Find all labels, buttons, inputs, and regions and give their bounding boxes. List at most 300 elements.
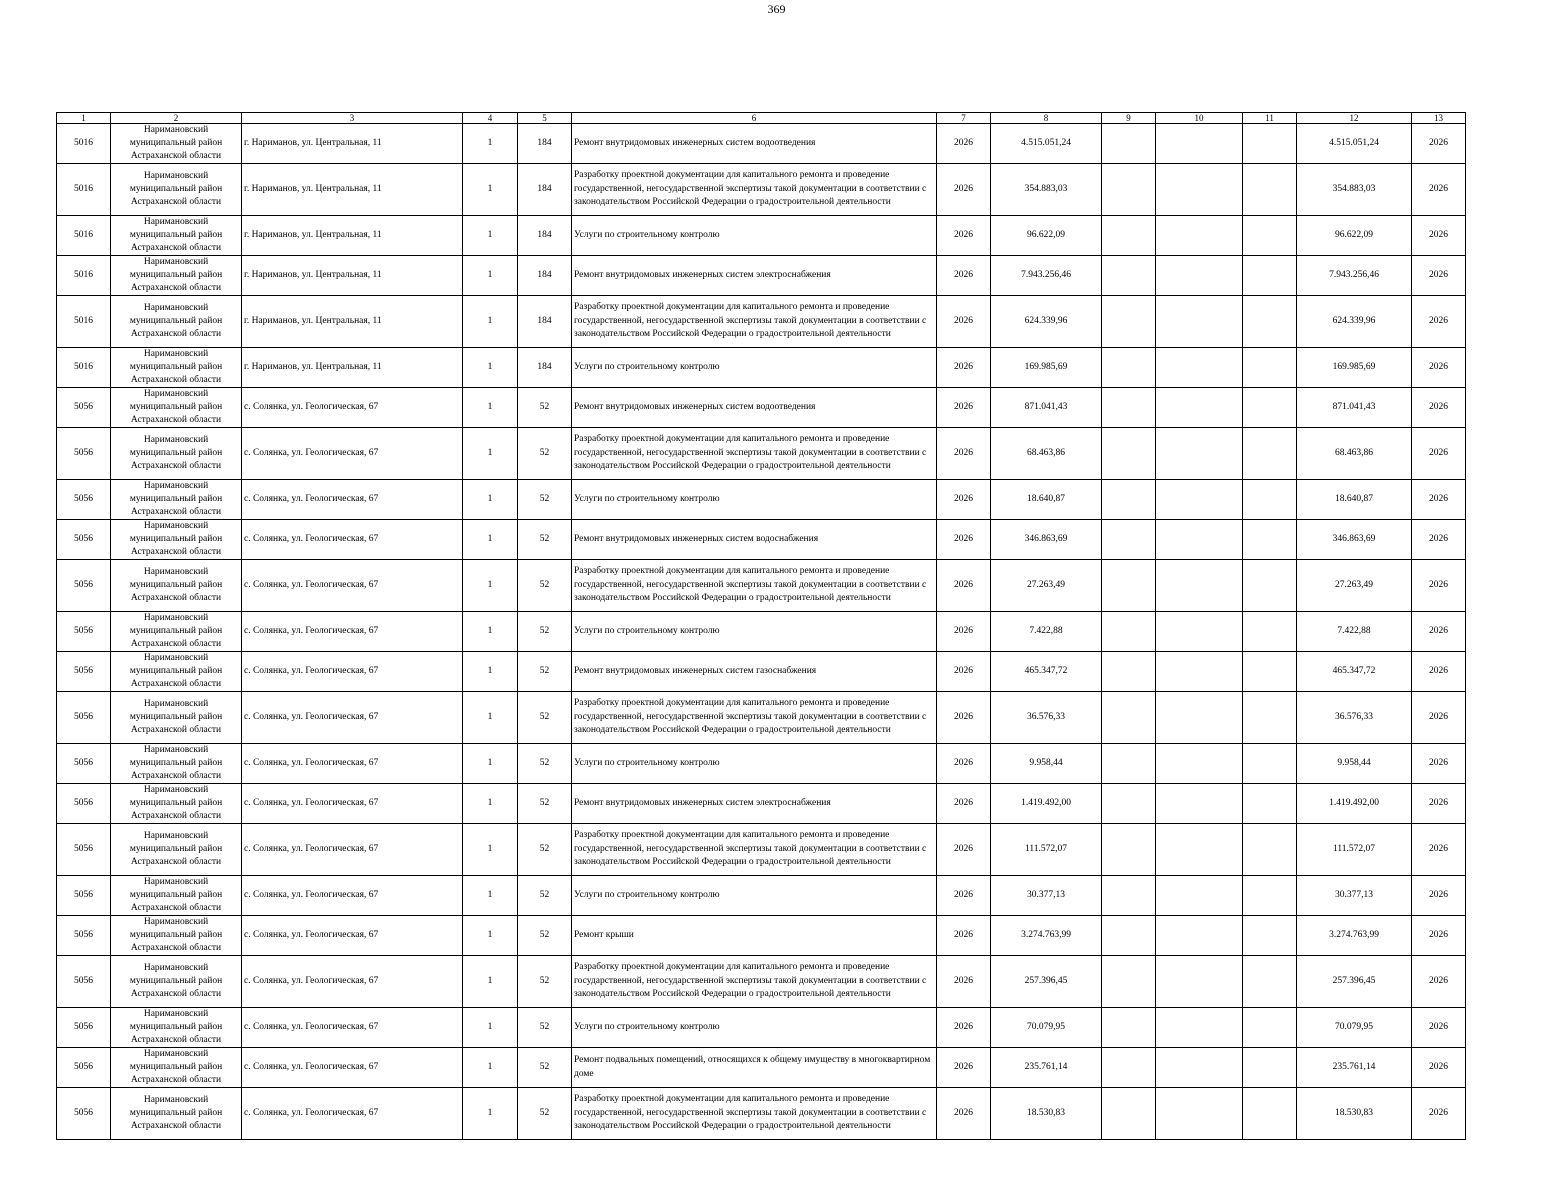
total-cell: 96.622,09 <box>1297 216 1412 256</box>
municipality-line: Астраханской области <box>130 1121 222 1131</box>
amount-cell: 9.958,44 <box>991 744 1102 784</box>
end-year-cell: 2026 <box>1412 744 1466 784</box>
end-year-cell: 2026 <box>1412 956 1466 1008</box>
area-cell: 52 <box>518 1048 572 1088</box>
column-9-cell <box>1102 876 1156 916</box>
municipality-line: муниципальный район <box>129 534 223 544</box>
municipality-line: Наримановский <box>143 1049 209 1059</box>
entrances-cell: 1 <box>463 296 518 348</box>
work-type-cell: Услуги по строительному контролю <box>572 216 937 256</box>
column-header: 4 <box>463 113 518 124</box>
column-11-cell <box>1243 1008 1297 1048</box>
column-11-cell <box>1243 216 1297 256</box>
total-cell: 235.761,14 <box>1297 1048 1412 1088</box>
address-cell: с. Солянка, ул. Геологическая, 67 <box>242 1048 463 1088</box>
area-cell: 184 <box>518 296 572 348</box>
table-row <box>57 348 1466 388</box>
year-cell: 2026 <box>937 1088 991 1140</box>
total-cell: 4.515.051,24 <box>1297 124 1412 164</box>
column-11-cell <box>1243 692 1297 744</box>
table-row <box>57 480 1466 520</box>
column-11-cell <box>1243 520 1297 560</box>
column-9-cell <box>1102 956 1156 1008</box>
table-row <box>57 164 1466 216</box>
column-11-cell <box>1243 1088 1297 1140</box>
column-number-row <box>57 113 1466 124</box>
year-cell: 2026 <box>937 164 991 216</box>
work-type-cell: Разработку проектной документации для капитального ремонта и проведение государственной, негосударственной экспертизы такой документации в соответствии с законодательством Российской Федерации о градостроительной деятельности <box>572 692 937 744</box>
column-10-cell <box>1156 216 1243 256</box>
municipality-line: Наримановский <box>143 1009 209 1019</box>
total-cell: 3.274.763,99 <box>1297 916 1412 956</box>
entrances-cell: 1 <box>463 164 518 216</box>
table-row <box>57 388 1466 428</box>
end-year-cell: 2026 <box>1412 480 1466 520</box>
total-cell: 465.347,72 <box>1297 652 1412 692</box>
municipality-line: муниципальный район <box>129 666 223 676</box>
municipality-line: муниципальный район <box>129 448 223 458</box>
municipality-line: Наримановский <box>143 567 209 577</box>
end-year-cell: 2026 <box>1412 124 1466 164</box>
entrances-cell: 1 <box>463 256 518 296</box>
amount-cell: 96.622,09 <box>991 216 1102 256</box>
municipality-cell <box>111 520 242 560</box>
column-11-cell <box>1243 612 1297 652</box>
address-cell: с. Солянка, ул. Геологическая, 67 <box>242 480 463 520</box>
object-id-cell: 5056 <box>57 480 111 520</box>
amount-cell: 169.985,69 <box>991 348 1102 388</box>
column-header: 9 <box>1102 113 1156 124</box>
work-type-cell: Услуги по строительному контролю <box>572 876 937 916</box>
object-id-cell: 5016 <box>57 296 111 348</box>
municipality-cell <box>111 164 242 216</box>
area-cell: 184 <box>518 124 572 164</box>
amount-cell: 7.943.256,46 <box>991 256 1102 296</box>
area-cell: 52 <box>518 520 572 560</box>
column-10-cell <box>1156 348 1243 388</box>
area-cell: 52 <box>518 1088 572 1140</box>
area-cell: 52 <box>518 744 572 784</box>
amount-cell: 18.530,83 <box>991 1088 1102 1140</box>
year-cell: 2026 <box>937 348 991 388</box>
end-year-cell: 2026 <box>1412 560 1466 612</box>
entrances-cell: 1 <box>463 916 518 956</box>
municipality-line: Наримановский <box>143 217 209 227</box>
total-cell: 70.079,95 <box>1297 1008 1412 1048</box>
object-id-cell: 5016 <box>57 348 111 388</box>
table-row <box>57 256 1466 296</box>
column-11-cell <box>1243 1048 1297 1088</box>
amount-cell: 235.761,14 <box>991 1048 1102 1088</box>
municipality-cell <box>111 348 242 388</box>
municipality-cell <box>111 256 242 296</box>
year-cell: 2026 <box>937 692 991 744</box>
total-cell: 346.863,69 <box>1297 520 1412 560</box>
municipality-line: Астраханской области <box>130 725 222 735</box>
entrances-cell: 1 <box>463 652 518 692</box>
object-id-cell: 5056 <box>57 388 111 428</box>
amount-cell: 3.274.763,99 <box>991 916 1102 956</box>
amount-cell: 36.576,33 <box>991 692 1102 744</box>
municipality-line: Наримановский <box>143 745 209 755</box>
table-row <box>57 876 1466 916</box>
municipality-line: муниципальный район <box>129 976 223 986</box>
municipality-line: муниципальный район <box>129 402 223 412</box>
column-10-cell <box>1156 692 1243 744</box>
amount-cell: 257.396,45 <box>991 956 1102 1008</box>
end-year-cell: 2026 <box>1412 348 1466 388</box>
end-year-cell: 2026 <box>1412 1048 1466 1088</box>
column-11-cell <box>1243 480 1297 520</box>
object-id-cell: 5056 <box>57 560 111 612</box>
column-9-cell <box>1102 784 1156 824</box>
entrances-cell: 1 <box>463 692 518 744</box>
column-11-cell <box>1243 124 1297 164</box>
area-cell: 52 <box>518 652 572 692</box>
column-header: 3 <box>242 113 463 124</box>
municipality-cell <box>111 1088 242 1140</box>
work-type-cell: Услуги по строительному контролю <box>572 1008 937 1048</box>
municipality-line: Наримановский <box>143 653 209 663</box>
column-header: 12 <box>1297 113 1412 124</box>
object-id-cell: 5056 <box>57 876 111 916</box>
municipality-line: Наримановский <box>143 877 209 887</box>
municipality-line: Наримановский <box>143 125 209 135</box>
municipality-line: Астраханской области <box>130 415 222 425</box>
municipality-line: Астраханской области <box>130 329 222 339</box>
municipality-line: Наримановский <box>143 963 209 973</box>
municipality-cell <box>111 824 242 876</box>
entrances-cell: 1 <box>463 1088 518 1140</box>
column-10-cell <box>1156 916 1243 956</box>
column-11-cell <box>1243 876 1297 916</box>
total-cell: 257.396,45 <box>1297 956 1412 1008</box>
municipality-line: Астраханской области <box>130 283 222 293</box>
municipality-line: Астраханской области <box>130 639 222 649</box>
municipality-line: муниципальный район <box>129 758 223 768</box>
column-11-cell <box>1243 824 1297 876</box>
municipality-line: Наримановский <box>143 785 209 795</box>
address-cell: г. Нариманов, ул. Центральная, 11 <box>242 164 463 216</box>
object-id-cell: 5056 <box>57 784 111 824</box>
year-cell: 2026 <box>937 956 991 1008</box>
column-9-cell <box>1102 652 1156 692</box>
work-type-cell: Ремонт внутридомовых инженерных систем водоотведения <box>572 388 937 428</box>
year-cell: 2026 <box>937 876 991 916</box>
municipality-line: Астраханской области <box>130 1035 222 1045</box>
entrances-cell: 1 <box>463 348 518 388</box>
column-10-cell <box>1156 480 1243 520</box>
address-cell: с. Солянка, ул. Геологическая, 67 <box>242 692 463 744</box>
work-type-cell: Услуги по строительному контролю <box>572 480 937 520</box>
municipality-line: муниципальный район <box>129 362 223 372</box>
work-type-cell: Разработку проектной документации для капитального ремонта и проведение государственной, негосударственной экспертизы такой документации в соответствии с законодательством Российской Федерации о градостроительной деятельности <box>572 1088 937 1140</box>
year-cell: 2026 <box>937 744 991 784</box>
municipality-line: Астраханской области <box>130 593 222 603</box>
municipality-cell <box>111 296 242 348</box>
address-cell: с. Солянка, ул. Геологическая, 67 <box>242 520 463 560</box>
work-type-cell: Разработку проектной документации для капитального ремонта и проведение государственной, негосударственной экспертизы такой документации в соответствии с законодательством Российской Федерации о градостроительной деятельности <box>572 824 937 876</box>
column-9-cell <box>1102 824 1156 876</box>
year-cell: 2026 <box>937 824 991 876</box>
object-id-cell: 5056 <box>57 520 111 560</box>
area-cell: 52 <box>518 1008 572 1048</box>
total-cell: 7.422,88 <box>1297 612 1412 652</box>
column-10-cell <box>1156 164 1243 216</box>
entrances-cell: 1 <box>463 612 518 652</box>
address-cell: с. Солянка, ул. Геологическая, 67 <box>242 824 463 876</box>
table-row <box>57 652 1466 692</box>
object-id-cell: 5056 <box>57 428 111 480</box>
year-cell: 2026 <box>937 216 991 256</box>
year-cell: 2026 <box>937 256 991 296</box>
area-cell: 52 <box>518 916 572 956</box>
municipality-line: муниципальный район <box>129 1108 223 1118</box>
municipality-line: Наримановский <box>143 1095 209 1105</box>
municipality-line: Астраханской области <box>130 1075 222 1085</box>
entrances-cell: 1 <box>463 876 518 916</box>
amount-cell: 70.079,95 <box>991 1008 1102 1048</box>
column-10-cell <box>1156 124 1243 164</box>
entrances-cell: 1 <box>463 824 518 876</box>
end-year-cell: 2026 <box>1412 388 1466 428</box>
column-11-cell <box>1243 428 1297 480</box>
total-cell: 7.943.256,46 <box>1297 256 1412 296</box>
address-cell: с. Солянка, ул. Геологическая, 67 <box>242 1008 463 1048</box>
municipality-line: Наримановский <box>143 171 209 181</box>
column-9-cell <box>1102 216 1156 256</box>
amount-cell: 18.640,87 <box>991 480 1102 520</box>
year-cell: 2026 <box>937 560 991 612</box>
column-10-cell <box>1156 1008 1243 1048</box>
end-year-cell: 2026 <box>1412 612 1466 652</box>
column-9-cell <box>1102 744 1156 784</box>
municipality-line: Астраханской области <box>130 507 222 517</box>
work-type-cell: Ремонт внутридомовых инженерных систем водоотведения <box>572 124 937 164</box>
address-cell: с. Солянка, ул. Геологическая, 67 <box>242 744 463 784</box>
municipality-line: Наримановский <box>143 435 209 445</box>
municipality-line: Астраханской области <box>130 243 222 253</box>
total-cell: 871.041,43 <box>1297 388 1412 428</box>
column-header: 10 <box>1156 113 1243 124</box>
end-year-cell: 2026 <box>1412 428 1466 480</box>
column-9-cell <box>1102 388 1156 428</box>
year-cell: 2026 <box>937 612 991 652</box>
column-11-cell <box>1243 560 1297 612</box>
amount-cell: 27.263,49 <box>991 560 1102 612</box>
total-cell: 27.263,49 <box>1297 560 1412 612</box>
repair-schedule-table <box>56 112 1466 1140</box>
column-header: 6 <box>572 113 937 124</box>
object-id-cell: 5056 <box>57 1088 111 1140</box>
municipality-line: муниципальный район <box>129 316 223 326</box>
municipality-line: Наримановский <box>143 521 209 531</box>
municipality-line: муниципальный район <box>129 270 223 280</box>
municipality-cell <box>111 1008 242 1048</box>
area-cell: 52 <box>518 388 572 428</box>
object-id-cell: 5056 <box>57 956 111 1008</box>
address-cell: г. Нариманов, ул. Центральная, 11 <box>242 296 463 348</box>
municipality-line: Наримановский <box>143 389 209 399</box>
amount-cell: 30.377,13 <box>991 876 1102 916</box>
table-row <box>57 1048 1466 1088</box>
column-header: 5 <box>518 113 572 124</box>
year-cell: 2026 <box>937 520 991 560</box>
address-cell: г. Нариманов, ул. Центральная, 11 <box>242 216 463 256</box>
area-cell: 52 <box>518 480 572 520</box>
municipality-line: Наримановский <box>143 349 209 359</box>
end-year-cell: 2026 <box>1412 216 1466 256</box>
work-type-cell: Ремонт внутридомовых инженерных систем электроснабжения <box>572 784 937 824</box>
total-cell: 624.339,96 <box>1297 296 1412 348</box>
column-10-cell <box>1156 956 1243 1008</box>
column-11-cell <box>1243 348 1297 388</box>
column-header: 1 <box>57 113 111 124</box>
municipality-cell <box>111 480 242 520</box>
column-11-cell <box>1243 784 1297 824</box>
object-id-cell: 5016 <box>57 124 111 164</box>
column-11-cell <box>1243 388 1297 428</box>
work-type-cell: Разработку проектной документации для капитального ремонта и проведение государственной, негосударственной экспертизы такой документации в соответствии с законодательством Российской Федерации о градостроительной деятельности <box>572 560 937 612</box>
address-cell: с. Солянка, ул. Геологическая, 67 <box>242 956 463 1008</box>
end-year-cell: 2026 <box>1412 164 1466 216</box>
end-year-cell: 2026 <box>1412 520 1466 560</box>
year-cell: 2026 <box>937 784 991 824</box>
municipality-cell <box>111 612 242 652</box>
municipality-line: Наримановский <box>143 699 209 709</box>
column-10-cell <box>1156 784 1243 824</box>
end-year-cell: 2026 <box>1412 916 1466 956</box>
work-type-cell: Услуги по строительному контролю <box>572 348 937 388</box>
municipality-line: муниципальный район <box>129 494 223 504</box>
address-cell: с. Солянка, ул. Геологическая, 67 <box>242 876 463 916</box>
end-year-cell: 2026 <box>1412 876 1466 916</box>
municipality-cell <box>111 124 242 164</box>
total-cell: 111.572,07 <box>1297 824 1412 876</box>
address-cell: г. Нариманов, ул. Центральная, 11 <box>242 256 463 296</box>
municipality-line: Наримановский <box>143 831 209 841</box>
table-row <box>57 692 1466 744</box>
municipality-line: Астраханской области <box>130 989 222 999</box>
object-id-cell: 5056 <box>57 612 111 652</box>
column-11-cell <box>1243 256 1297 296</box>
amount-cell: 7.422,88 <box>991 612 1102 652</box>
page-number: 369 <box>767 2 786 16</box>
address-cell: г. Нариманов, ул. Центральная, 11 <box>242 124 463 164</box>
total-cell: 30.377,13 <box>1297 876 1412 916</box>
column-10-cell <box>1156 520 1243 560</box>
work-type-cell: Ремонт внутридомовых инженерных систем водоснабжения <box>572 520 937 560</box>
municipality-cell <box>111 388 242 428</box>
table-row <box>57 216 1466 256</box>
end-year-cell: 2026 <box>1412 296 1466 348</box>
column-9-cell <box>1102 256 1156 296</box>
municipality-line: муниципальный район <box>129 1062 223 1072</box>
table-row <box>57 1088 1466 1140</box>
total-cell: 354.883,03 <box>1297 164 1412 216</box>
object-id-cell: 5056 <box>57 652 111 692</box>
municipality-line: Астраханской области <box>130 151 222 161</box>
year-cell: 2026 <box>937 480 991 520</box>
column-10-cell <box>1156 824 1243 876</box>
object-id-cell: 5056 <box>57 824 111 876</box>
address-cell: с. Солянка, ул. Геологическая, 67 <box>242 916 463 956</box>
municipality-line: муниципальный район <box>129 890 223 900</box>
column-10-cell <box>1156 1088 1243 1140</box>
work-type-cell: Услуги по строительному контролю <box>572 744 937 784</box>
column-header: 7 <box>937 113 991 124</box>
amount-cell: 354.883,03 <box>991 164 1102 216</box>
municipality-line: Астраханской области <box>130 461 222 471</box>
column-10-cell <box>1156 652 1243 692</box>
column-9-cell <box>1102 612 1156 652</box>
end-year-cell: 2026 <box>1412 824 1466 876</box>
column-9-cell <box>1102 1008 1156 1048</box>
year-cell: 2026 <box>937 296 991 348</box>
total-cell: 36.576,33 <box>1297 692 1412 744</box>
work-type-cell: Разработку проектной документации для капитального ремонта и проведение государственной, негосударственной экспертизы такой документации в соответствии с законодательством Российской Федерации о градостроительной деятельности <box>572 164 937 216</box>
municipality-line: Наримановский <box>143 481 209 491</box>
area-cell: 52 <box>518 784 572 824</box>
entrances-cell: 1 <box>463 956 518 1008</box>
object-id-cell: 5056 <box>57 916 111 956</box>
area-cell: 184 <box>518 164 572 216</box>
area-cell: 52 <box>518 560 572 612</box>
total-cell: 18.530,83 <box>1297 1088 1412 1140</box>
municipality-line: Астраханской области <box>130 771 222 781</box>
entrances-cell: 1 <box>463 560 518 612</box>
work-type-cell: Ремонт подвальных помещений, относящихся к общему имуществу в многоквартирном доме <box>572 1048 937 1088</box>
end-year-cell: 2026 <box>1412 652 1466 692</box>
total-cell: 18.640,87 <box>1297 480 1412 520</box>
municipality-line: Астраханской области <box>130 811 222 821</box>
object-id-cell: 5056 <box>57 1048 111 1088</box>
end-year-cell: 2026 <box>1412 692 1466 744</box>
entrances-cell: 1 <box>463 124 518 164</box>
address-cell: с. Солянка, ул. Геологическая, 67 <box>242 428 463 480</box>
municipality-line: муниципальный район <box>129 930 223 940</box>
column-9-cell <box>1102 428 1156 480</box>
column-10-cell <box>1156 256 1243 296</box>
municipality-line: Наримановский <box>143 917 209 927</box>
column-9-cell <box>1102 692 1156 744</box>
total-cell: 68.463,86 <box>1297 428 1412 480</box>
entrances-cell: 1 <box>463 388 518 428</box>
municipality-cell <box>111 784 242 824</box>
amount-cell: 871.041,43 <box>991 388 1102 428</box>
entrances-cell: 1 <box>463 1048 518 1088</box>
year-cell: 2026 <box>937 652 991 692</box>
municipality-line: Наримановский <box>143 303 209 313</box>
year-cell: 2026 <box>937 124 991 164</box>
column-11-cell <box>1243 296 1297 348</box>
area-cell: 52 <box>518 612 572 652</box>
work-type-cell: Ремонт крыши <box>572 916 937 956</box>
table-row <box>57 824 1466 876</box>
column-header: 2 <box>111 113 242 124</box>
amount-cell: 1.419.492,00 <box>991 784 1102 824</box>
table-row <box>57 428 1466 480</box>
year-cell: 2026 <box>937 428 991 480</box>
entrances-cell: 1 <box>463 784 518 824</box>
address-cell: с. Солянка, ул. Геологическая, 67 <box>242 388 463 428</box>
table-row <box>57 124 1466 164</box>
year-cell: 2026 <box>937 1048 991 1088</box>
end-year-cell: 2026 <box>1412 1088 1466 1140</box>
address-cell: с. Солянка, ул. Геологическая, 67 <box>242 612 463 652</box>
column-9-cell <box>1102 348 1156 388</box>
column-10-cell <box>1156 876 1243 916</box>
